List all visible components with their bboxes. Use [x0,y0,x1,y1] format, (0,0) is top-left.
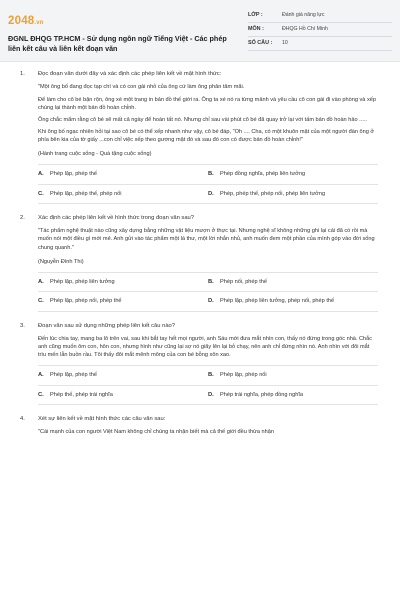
option-d[interactable] [208,292,378,310]
option-text: Phép lặp, phép thế [50,372,97,379]
option-letter: D. [208,391,214,398]
question-1 [0,70,400,204]
passage-paragraph: Khi ông bố ngạc nhiên hỏi tại sao cô bé có thể xếp nhanh như vậy, cô bé đáp, "Oh .... Cha, có một khuôn mặt của một người đàn ông ở phía bên kia của tờ giấy ...con chỉ việc xếp theo gương mặt đó và sau đó con có được bản đồ hoàn chỉnh!" [38,128,375,143]
answer-options [38,366,378,405]
option-text: Phép lặp, phép nối [220,372,267,379]
passage-paragraph: "Tác phẩm nghệ thuật nào cũng xây dựng bằng những vật liệu mượn ở thực tại. Nhưng nghệ sĩ không những ghi lại cái đã có rồi mà muốn nói một điều gì mới mẻ. Anh gửi vào tác phẩm một lá thư, một lời nhắn nhủ, anh muốn đem một phần của mình góp vào đời sống chung quanh." [38,228,375,251]
question-prompt: Đọc đoạn văn dưới đây và xác định các phép liên kết về mặt hình thức: [38,71,222,77]
meta-label: LỚP : [248,11,263,18]
option-letter: C. [38,190,44,197]
question-number: 2. [20,214,25,221]
passage-paragraph: Ông chắc mẩm rằng cô bé sẽ mất cả ngày để hoàn tất nó. Nhưng chỉ sau vài phút cô bé đã quay trở lại với tấm bản đồ hoàn hảo ..... [38,116,367,123]
meta-value: Đánh giá năng lực [282,11,325,18]
question-number: 3. [20,322,25,329]
option-c[interactable] [38,292,208,310]
option-letter: D. [208,190,214,197]
page-header [0,0,400,62]
option-text: Phép trái nghĩa, phép đồng nghĩa [220,391,304,398]
question-prompt: Xác định các phép liên kết về hình thức trong đoạn văn sau? [38,214,194,221]
option-a[interactable] [38,366,208,384]
option-c[interactable] [38,386,208,404]
meta-label: MÔN : [248,25,264,32]
option-b[interactable] [208,165,378,183]
option-b[interactable] [208,273,378,291]
question-number: 1. [20,71,25,77]
option-text: Phép lặp, phép nối, phép thế [50,298,122,305]
question-4 [0,415,400,437]
option-row [38,386,378,405]
meta-value: ĐHQG Hồ Chí Minh [282,25,328,32]
logo-suffix: .vn [34,20,44,26]
question-prompt: Đoạn văn sau sử dụng những phép liên kết câu nào? [38,322,176,329]
answer-options [38,165,378,204]
option-c[interactable] [38,185,208,203]
option-letter: C. [38,298,44,305]
option-letter: A. [38,278,44,285]
option-letter: B. [208,372,214,379]
question-3 [0,322,400,406]
meta-label: SỐ CÂU : [248,39,273,46]
passage-paragraph: "Một ông bố đang đọc tạp chí và có con gái nhỏ của ông cứ làm ông phân tâm mãi. [38,84,245,91]
option-letter: D. [208,298,214,305]
option-d[interactable] [208,185,378,203]
question-list [0,70,400,441]
passage-paragraph: "Cái mạnh của con người Việt Nam không chỉ chúng ta nhận biết mà cả thế giới đều thừa nhận [38,429,274,436]
option-text: Phép nối, phép thế [220,278,267,285]
option-letter: C. [38,391,44,398]
passage-source: (Hành trang cuộc sống - Quà tặng cuộc sống) [38,151,152,158]
question-prompt: Xét sự liên kết về mặt hình thức các câu văn sau: [38,416,166,423]
question-number: 4. [20,416,25,423]
option-row [38,366,378,385]
option-row [38,185,378,204]
option-letter: B. [208,171,214,178]
site-logo[interactable] [8,13,44,30]
passage-paragraph: Để làm cho cô bé bận rộn, ông xé một trang in bản đồ thế giới ra. Ông ta xé nó ra từng mảnh và yêu cầu cô con gái đi vào phòng và xếp chúng lại thành một bản đồ hoàn chỉnh. [38,96,376,111]
passage-source: (Nguyễn Đình Thi) [38,258,84,265]
passage-paragraph: Đến lúc chia tay, mang ba lô trên vai, sau khi bắt tay hết mọi người, anh Sáu mới đưa mắt nhìn con, thấy nó đứng trong góc nhà. Chắc anh cũng muốn ôm con, hôn con, nhưng hình như cũng lại sợ nó giãy lên lại bỏ chạy, nên anh chỉ đứng nhìn nó. Anh nhìn với đôi mắt trìu mến lẫn buồn rầu. Tôi thấy đôi mắt mênh mông của con bé bỗng xôn xao. [38,335,373,359]
option-text: Phép thế, phép trái nghĩa [50,391,113,398]
meta-table [248,9,392,51]
option-text: Phép lặp, phép thế, phép nối [50,190,122,197]
option-letter: A. [38,171,44,178]
question-2 [0,214,400,312]
meta-row-subject [248,23,392,37]
option-letter: B. [208,278,214,285]
meta-row-class [248,9,392,23]
option-letter: A. [38,372,44,379]
meta-row-count [248,37,392,51]
option-a[interactable] [38,165,208,183]
page-title: ĐGNL ĐHQG TP.HCM - Sử dụng ngôn ngữ Tiếng Việt - Các phép liên kết câu và liên kết đoạn văn [8,34,227,53]
option-text: Phép, phép thế, phép nối, phép liên tưởng [220,190,326,197]
option-text: Phép đồng nghĩa, phép liên tưởng [220,171,306,178]
option-row [38,165,378,184]
option-row [38,273,378,292]
answer-options [38,273,378,312]
option-text: Phép lặp, phép liên tưởng [50,278,115,285]
option-text: Phép lặp, phép liên tưởng, phép nối, phép thế [220,298,335,305]
meta-value: 10 [282,39,288,46]
logo-main: 2048 [8,15,35,27]
option-b[interactable] [208,366,378,384]
option-d[interactable] [208,386,378,404]
option-row [38,292,378,311]
option-a[interactable] [38,273,208,291]
option-text: Phép lặp, phép thế [50,171,97,178]
